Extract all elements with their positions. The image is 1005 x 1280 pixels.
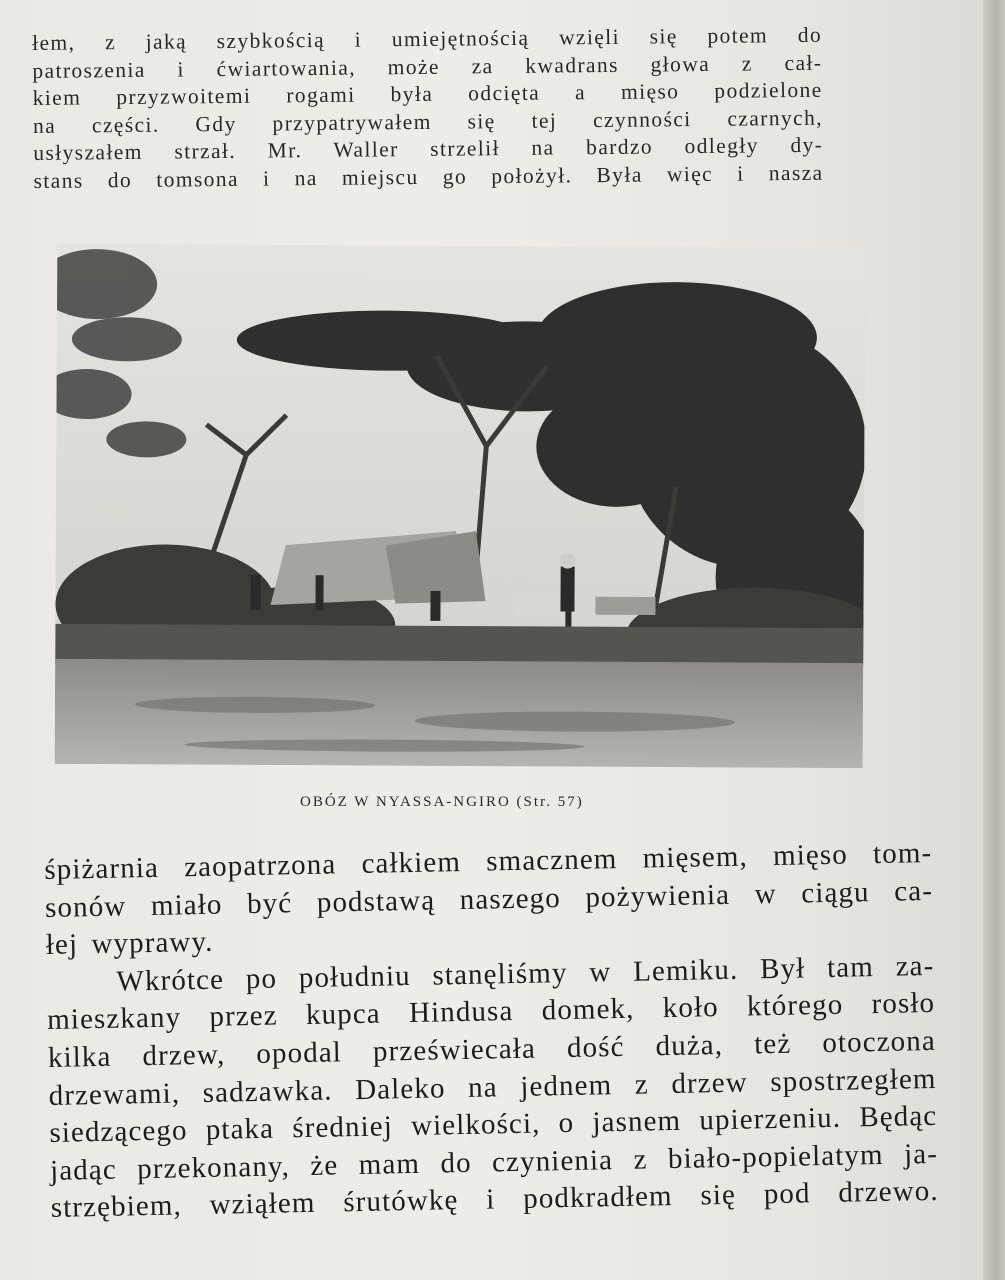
camp-photo-image	[55, 244, 866, 768]
photo-caption: OBÓZ W NYASSA-NGIRO (Str. 57)	[300, 794, 584, 810]
text-line: śpiżarnia zaopatrzona całkiem smacznem mięsem, mięso tom-	[44, 836, 933, 886]
text-line: sonów miało być podstawą naszego pożywienia w ciągu ca-	[44, 874, 934, 924]
text-line: Wkrótce po południu stanęliśmy w Lemiku. Był tam za-	[116, 949, 935, 998]
text-line: kiem przyzwoitemi rogami była odcięta a mięso podzielone	[32, 77, 823, 111]
text-line: mieszkany przez kupca Hindusa domek, koło którego rosło	[46, 987, 936, 1037]
adjacent-page-edge	[983, 0, 1005, 1280]
text-line: usłyszałem strzał. Mr. Waller strzelił na bardzo odległy dy-	[33, 133, 824, 166]
text-line: stans do tomsona i na miejscu go położył. Była więc i nasza	[33, 160, 824, 193]
text-line: patroszenia i ćwiartowania, może za kwadrans głowa z cał-	[32, 50, 823, 83]
text-line: drzewami, sadzawka. Daleko na jednem z drzew spostrzegłem	[48, 1062, 937, 1112]
text-line: strzębiem, wziąłem śrutówkę i podkradłem się pod drzewo.	[50, 1175, 939, 1225]
text-line: na części. Gdy przypatrywałem się tej czynności czarnych,	[32, 105, 824, 138]
top-paragraph	[32, 22, 824, 196]
text-line: łem, z jaką szybkością i umiejętnością wzięli się potem do	[32, 22, 823, 55]
bottom-paragraph	[44, 835, 939, 1228]
text-line: jadąc przekonany, że mam do czynienia z biało-popielatym ja-	[49, 1137, 939, 1187]
text-line: łej wyprawy.	[45, 925, 214, 962]
text-line: siedzącego ptaka średniej wielkości, o jasnem upierzeniu. Będąc	[49, 1100, 938, 1150]
text-line: kilka drzew, opodal przeświecała dość duża, też otoczona	[47, 1024, 937, 1074]
camp-photo	[55, 244, 866, 768]
